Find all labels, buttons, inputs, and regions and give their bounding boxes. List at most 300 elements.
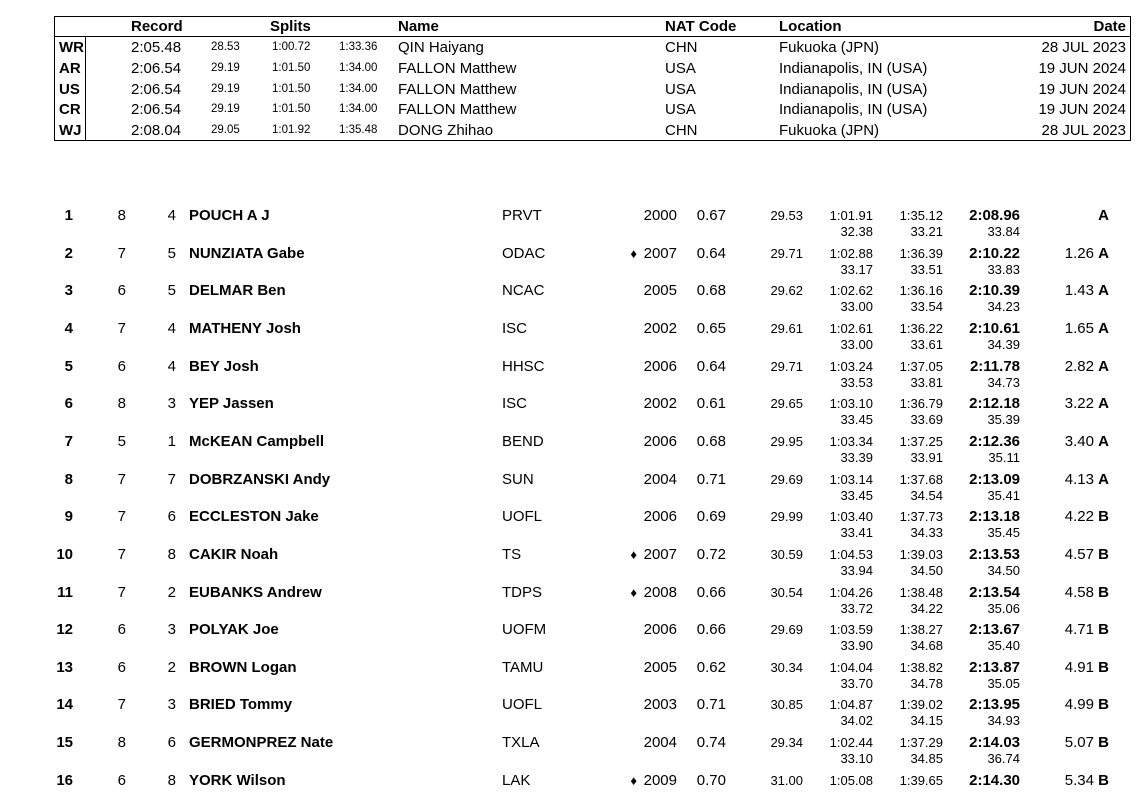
swimmer-name: DOBRZANSKI Andy — [189, 470, 331, 488]
result-row — [0, 540, 1144, 578]
split-50: 29.69 — [770, 471, 803, 487]
record-location: Fukuoka (JPN) — [779, 39, 880, 56]
youth-marker: ♦ — [630, 772, 637, 788]
time-behind: 3.22 — [1064, 395, 1094, 413]
lane: 8 — [167, 545, 176, 563]
split-150: 1:39.65 — [899, 772, 943, 788]
split-100: 1:03.24 — [829, 358, 873, 374]
lap-split-2: 32.38 — [840, 224, 873, 239]
lap-split-2: 33.94 — [840, 562, 873, 578]
place: 11 — [57, 583, 73, 601]
heat: 7 — [117, 470, 126, 488]
lap-split-2: 33.17 — [840, 261, 873, 277]
club-code: TXLA — [502, 734, 540, 752]
birth-year: 2006 — [643, 508, 677, 526]
birth-year: 2002 — [643, 395, 677, 413]
lap-split-3: 33.81 — [910, 374, 943, 390]
club-code: UOFL — [502, 696, 543, 714]
split-100: 1:01.91 — [829, 208, 873, 223]
qualifier: A — [1098, 244, 1109, 262]
record-time: 2:05.48 — [131, 39, 182, 56]
lap-split-2: 33.53 — [840, 374, 873, 390]
split-150: 1:36.79 — [899, 396, 943, 412]
lap-split-4: 33.83 — [987, 261, 1020, 277]
time-behind: 1.26 — [1064, 244, 1094, 262]
lane: 7 — [167, 470, 176, 488]
heat: 7 — [117, 244, 126, 262]
reaction-time: 0.71 — [696, 470, 726, 488]
qualifier: A — [1098, 470, 1109, 488]
record-split-50: 29.19 — [211, 61, 240, 74]
time-behind: 4.13 — [1064, 470, 1094, 488]
birth-year: 2002 — [643, 319, 677, 337]
result-row — [0, 314, 1144, 352]
record-split-150: 1:34.00 — [339, 61, 378, 74]
lane: 3 — [167, 395, 176, 413]
birth-year: 2008 — [643, 583, 677, 601]
qualifier: B — [1098, 583, 1109, 601]
qualifier: B — [1098, 734, 1109, 752]
lap-split-2: 33.70 — [840, 675, 873, 691]
split-150: 1:39.03 — [899, 546, 943, 562]
lane: 2 — [167, 583, 176, 601]
result-row — [0, 465, 1144, 503]
split-50: 31.00 — [770, 772, 803, 788]
lap-split-2: 33.45 — [840, 412, 873, 428]
lane: 8 — [167, 771, 176, 789]
split-100: 1:05.08 — [829, 772, 873, 788]
birth-year: 2000 — [643, 207, 677, 224]
split-50: 29.71 — [770, 358, 803, 374]
result-row — [0, 427, 1144, 465]
result-row — [0, 728, 1144, 766]
lap-split-3: 34.54 — [910, 487, 943, 503]
swimmer-name: NUNZIATA Gabe — [189, 244, 305, 262]
record-date: 28 JUL 2023 — [1041, 39, 1126, 56]
split-150: 1:37.29 — [899, 735, 943, 751]
qualifier: A — [1098, 319, 1109, 337]
final-time: 2:13.54 — [969, 583, 1020, 601]
split-100: 1:03.34 — [829, 433, 873, 449]
split-50: 30.54 — [770, 584, 803, 600]
qualifier: B — [1098, 545, 1109, 563]
lane: 4 — [167, 357, 176, 375]
split-50: 29.95 — [770, 433, 803, 449]
lap-split-3: 34.50 — [910, 562, 943, 578]
record-location: Indianapolis, IN (USA) — [779, 80, 928, 98]
result-row — [0, 653, 1144, 691]
lap-split-4: 35.41 — [987, 487, 1020, 503]
split-150: 1:37.05 — [899, 358, 943, 374]
record-row — [55, 37, 1130, 58]
split-50: 30.59 — [770, 546, 803, 562]
record-location: Fukuoka (JPN) — [779, 122, 880, 140]
birth-year: 2009 — [643, 771, 677, 789]
qualifier: B — [1098, 658, 1109, 676]
place: 16 — [56, 771, 73, 789]
record-time: 2:06.54 — [131, 80, 182, 98]
swimmer-name: YORK Wilson — [189, 771, 286, 789]
lane: 5 — [167, 244, 176, 262]
split-100: 1:04.87 — [829, 697, 873, 713]
record-split-100: 1:01.50 — [272, 103, 311, 116]
birth-year: 2005 — [643, 658, 677, 676]
club-code: ISC — [502, 395, 528, 413]
record-time: 2:08.04 — [131, 122, 182, 140]
split-50: 30.34 — [770, 659, 803, 675]
club-code: HHSC — [502, 357, 545, 375]
place: 3 — [64, 282, 73, 300]
heat: 7 — [117, 319, 126, 337]
lap-split-4: 35.11 — [988, 449, 1020, 465]
record-code: CR — [59, 101, 81, 119]
record-split-100: 1:01.50 — [272, 82, 311, 95]
time-behind: 4.91 — [1064, 658, 1094, 676]
place: 12 — [56, 621, 73, 639]
club-code: PRVT — [502, 207, 542, 224]
time-behind: 4.57 — [1064, 545, 1094, 563]
reaction-time: 0.68 — [696, 282, 726, 300]
record-split-50: 28.53 — [211, 41, 240, 53]
place: 5 — [64, 357, 73, 375]
lap-split-3: 34.33 — [910, 525, 943, 541]
result-row — [0, 766, 1144, 804]
qualifier: A — [1098, 395, 1109, 413]
lap-split-4: 34.50 — [987, 562, 1020, 578]
lap-split-2: 33.00 — [840, 336, 873, 352]
split-100: 1:03.10 — [829, 396, 873, 412]
split-100: 1:02.61 — [829, 320, 873, 336]
club-code: NCAC — [502, 282, 545, 300]
record-time: 2:06.54 — [131, 59, 182, 77]
heat: 7 — [117, 508, 126, 526]
place: 9 — [64, 508, 73, 526]
record-split-50: 29.05 — [211, 124, 240, 137]
lap-split-3: 33.69 — [910, 412, 943, 428]
lap-split-4: 35.45 — [987, 525, 1020, 541]
heat: 6 — [117, 771, 126, 789]
lap-split-3: 34.15 — [910, 713, 943, 729]
qualifier: A — [1098, 432, 1109, 450]
final-time: 2:13.09 — [969, 470, 1020, 488]
qualifier: B — [1098, 696, 1109, 714]
place: 13 — [56, 658, 73, 676]
lap-split-2: 33.10 — [840, 751, 873, 767]
time-behind: 3.40 — [1064, 432, 1094, 450]
swimmer-name: POUCH A J — [189, 207, 270, 224]
swimmer-name: BROWN Logan — [189, 658, 297, 676]
birth-year: 2006 — [643, 432, 677, 450]
lap-split-3: 34.22 — [910, 600, 943, 616]
record-split-50: 29.19 — [211, 82, 240, 95]
lane: 1 — [167, 432, 176, 450]
final-time: 2:13.53 — [969, 545, 1020, 563]
record-split-100: 1:01.50 — [272, 61, 311, 74]
records-header-nat: NAT Code — [665, 18, 737, 35]
swimmer-name: DELMAR Ben — [189, 282, 286, 300]
record-nat-code: CHN — [665, 39, 698, 56]
record-split-100: 1:01.92 — [272, 124, 311, 137]
qualifier: B — [1098, 771, 1109, 789]
final-time: 2:13.18 — [969, 508, 1020, 526]
lap-split-2: 33.45 — [840, 487, 873, 503]
record-location: Indianapolis, IN (USA) — [779, 59, 928, 77]
lap-split-4: 35.06 — [987, 600, 1020, 616]
place: 8 — [64, 470, 73, 488]
records-header-splits: Splits — [270, 18, 311, 35]
swimmer-name: ECCLESTON Jake — [189, 508, 319, 526]
qualifier: B — [1098, 621, 1109, 639]
reaction-time: 0.72 — [696, 545, 726, 563]
result-row — [0, 389, 1144, 427]
split-150: 1:36.16 — [899, 283, 943, 299]
record-code: US — [59, 80, 80, 98]
final-time: 2:10.39 — [969, 282, 1020, 300]
record-code: WR — [59, 39, 84, 56]
record-row — [55, 79, 1130, 100]
time-behind: 4.71 — [1064, 621, 1094, 639]
place: 2 — [64, 244, 73, 262]
club-code: UOFM — [502, 621, 547, 639]
record-holder-name: DONG Zhihao — [398, 122, 494, 140]
time-behind: 1.65 — [1064, 319, 1094, 337]
split-150: 1:38.48 — [899, 584, 943, 600]
lane: 6 — [167, 508, 176, 526]
record-holder-name: FALLON Matthew — [398, 80, 517, 98]
lap-split-3: 33.51 — [910, 261, 943, 277]
split-150: 1:37.25 — [899, 433, 943, 449]
youth-marker: ♦ — [630, 245, 637, 261]
split-50: 29.69 — [770, 622, 803, 638]
birth-year: 2003 — [643, 696, 677, 714]
time-behind: 5.34 — [1064, 771, 1094, 789]
reaction-time: 0.70 — [696, 771, 726, 789]
swimmer-name: MATHENY Josh — [189, 319, 301, 337]
result-row — [0, 276, 1144, 314]
lap-split-4: 34.39 — [987, 336, 1020, 352]
place: 6 — [64, 395, 73, 413]
time-behind: 4.22 — [1064, 508, 1094, 526]
reaction-time: 0.68 — [696, 432, 726, 450]
lap-split-3: 33.54 — [910, 299, 943, 315]
records-header-date: Date — [1093, 18, 1126, 35]
club-code: ISC — [502, 319, 528, 337]
record-holder-name: QIN Haiyang — [398, 39, 484, 56]
heat: 7 — [117, 545, 126, 563]
record-nat-code: USA — [665, 101, 696, 119]
final-time: 2:14.30 — [969, 771, 1020, 789]
records-header-record: Record — [131, 18, 183, 35]
final-time: 2:13.67 — [969, 621, 1020, 639]
swimmer-name: GERMONPREZ Nate — [189, 734, 334, 752]
record-row — [55, 120, 1130, 141]
reaction-time: 0.71 — [696, 696, 726, 714]
lap-split-2: 33.00 — [840, 299, 873, 315]
heat: 5 — [117, 432, 126, 450]
result-row — [0, 239, 1144, 277]
final-time: 2:10.22 — [969, 244, 1020, 262]
record-holder-name: FALLON Matthew — [398, 101, 517, 119]
birth-year: 2007 — [643, 244, 677, 262]
club-code: TDPS — [502, 583, 543, 601]
result-row — [0, 615, 1144, 653]
records-header-name: Name — [398, 18, 439, 35]
records-table — [54, 16, 1131, 141]
lane: 3 — [167, 621, 176, 639]
final-time: 2:12.18 — [969, 395, 1020, 413]
birth-year: 2004 — [643, 470, 677, 488]
split-150: 1:37.68 — [899, 471, 943, 487]
club-code: TAMU — [502, 658, 544, 676]
record-split-50: 29.19 — [211, 103, 240, 116]
time-behind: 5.07 — [1064, 734, 1094, 752]
result-row — [0, 502, 1144, 540]
lane: 3 — [167, 696, 176, 714]
reaction-time: 0.64 — [696, 357, 726, 375]
qualifier: B — [1098, 508, 1109, 526]
lap-split-4: 35.05 — [987, 675, 1020, 691]
record-nat-code: USA — [665, 59, 696, 77]
heat: 6 — [117, 282, 126, 300]
split-150: 1:36.22 — [899, 320, 943, 336]
split-50: 29.53 — [770, 208, 803, 223]
record-split-100: 1:00.72 — [272, 41, 311, 53]
record-date: 28 JUL 2023 — [1041, 122, 1126, 140]
final-time: 2:08.96 — [969, 207, 1020, 224]
time-behind: 2.82 — [1064, 357, 1094, 375]
lane: 5 — [167, 282, 176, 300]
lane: 4 — [167, 207, 176, 224]
birth-year: 2007 — [643, 545, 677, 563]
final-time: 2:13.95 — [969, 696, 1020, 714]
record-split-150: 1:33.36 — [339, 41, 378, 53]
record-holder-name: FALLON Matthew — [398, 59, 517, 77]
lane: 2 — [167, 658, 176, 676]
place: 14 — [56, 696, 73, 714]
birth-year: 2005 — [643, 282, 677, 300]
final-time: 2:13.87 — [969, 658, 1020, 676]
qualifier: A — [1098, 207, 1109, 224]
record-date: 19 JUN 2024 — [1038, 59, 1126, 77]
reaction-time: 0.66 — [696, 583, 726, 601]
lap-split-4: 34.23 — [987, 299, 1020, 315]
place: 7 — [64, 432, 73, 450]
lane: 6 — [167, 734, 176, 752]
place: 1 — [64, 207, 73, 224]
heat: 8 — [117, 207, 126, 224]
record-date: 19 JUN 2024 — [1038, 80, 1126, 98]
split-50: 29.65 — [770, 396, 803, 412]
reaction-time: 0.65 — [696, 319, 726, 337]
heat: 6 — [117, 621, 126, 639]
youth-marker: ♦ — [630, 546, 637, 562]
lap-split-4: 33.84 — [987, 224, 1020, 239]
records-header-location: Location — [779, 18, 842, 35]
lap-split-4: 35.39 — [987, 412, 1020, 428]
lap-split-3: 34.85 — [910, 751, 943, 767]
split-100: 1:03.40 — [829, 509, 873, 525]
club-code: LAK — [502, 771, 531, 789]
lap-split-2: 33.72 — [840, 600, 873, 616]
lap-split-2: 34.02 — [840, 713, 873, 729]
birth-year: 2006 — [643, 621, 677, 639]
split-100: 1:04.53 — [829, 546, 873, 562]
place: 4 — [64, 319, 73, 337]
reaction-time: 0.62 — [696, 658, 726, 676]
lap-split-3: 34.68 — [910, 638, 943, 654]
club-code: ODAC — [502, 244, 546, 262]
split-150: 1:37.73 — [899, 509, 943, 525]
final-time: 2:11.78 — [969, 357, 1020, 375]
heat: 7 — [117, 583, 126, 601]
heat: 7 — [117, 696, 126, 714]
split-100: 1:03.59 — [829, 622, 873, 638]
reaction-time: 0.61 — [696, 395, 726, 413]
result-row — [0, 578, 1144, 616]
lap-split-4: 35.40 — [987, 638, 1020, 654]
record-location: Indianapolis, IN (USA) — [779, 101, 928, 119]
heat: 8 — [117, 395, 126, 413]
split-50: 29.99 — [770, 509, 803, 525]
split-100: 1:02.44 — [829, 735, 873, 751]
record-code: WJ — [59, 122, 82, 140]
split-100: 1:04.26 — [829, 584, 873, 600]
heat: 6 — [117, 658, 126, 676]
reaction-time: 0.69 — [696, 508, 726, 526]
reaction-time: 0.74 — [696, 734, 726, 752]
place: 10 — [56, 545, 73, 563]
time-behind: 1.43 — [1064, 282, 1094, 300]
club-code: UOFL — [502, 508, 543, 526]
split-150: 1:35.12 — [899, 208, 943, 223]
birth-year: 2006 — [643, 357, 677, 375]
swimmer-name: POLYAK Joe — [189, 621, 279, 639]
result-row — [0, 201, 1144, 239]
reaction-time: 0.66 — [696, 621, 726, 639]
youth-marker: ♦ — [630, 584, 637, 600]
swimmer-name: BRIED Tommy — [189, 696, 293, 714]
record-code: AR — [59, 59, 81, 77]
swimmer-name: CAKIR Noah — [189, 545, 279, 563]
lap-split-2: 33.41 — [840, 525, 873, 541]
record-split-150: 1:35.48 — [339, 124, 378, 137]
split-50: 29.71 — [770, 245, 803, 261]
swimmer-name: YEP Jassen — [189, 395, 274, 413]
club-code: TS — [502, 545, 522, 563]
record-nat-code: CHN — [665, 122, 698, 140]
club-code: BEND — [502, 432, 544, 450]
split-150: 1:38.27 — [899, 622, 943, 638]
birth-year: 2004 — [643, 734, 677, 752]
record-row — [55, 99, 1130, 120]
reaction-time: 0.64 — [696, 244, 726, 262]
split-50: 29.34 — [770, 735, 803, 751]
lap-split-4: 34.73 — [987, 374, 1020, 390]
final-time: 2:10.61 — [969, 319, 1020, 337]
swimmer-name: McKEAN Campbell — [189, 432, 325, 450]
split-100: 1:03.14 — [829, 471, 873, 487]
split-50: 29.61 — [770, 320, 803, 336]
record-split-150: 1:34.00 — [339, 103, 378, 116]
split-50: 30.85 — [770, 697, 803, 713]
swimmer-name: EUBANKS Andrew — [189, 583, 322, 601]
lap-split-4: 36.74 — [987, 751, 1020, 767]
swimmer-name: BEY Josh — [189, 357, 259, 375]
lap-split-2: 33.90 — [840, 638, 873, 654]
lane: 4 — [167, 319, 176, 337]
final-time: 2:14.03 — [969, 734, 1020, 752]
lap-split-3: 34.78 — [910, 675, 943, 691]
